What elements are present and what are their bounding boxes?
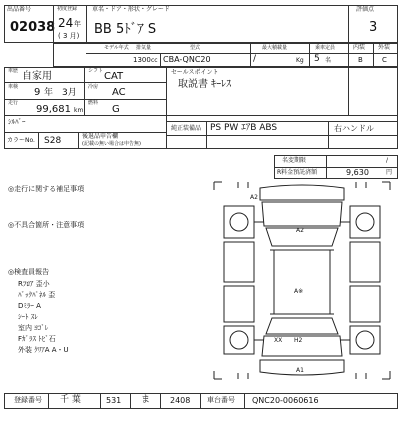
fuel-label: 燃料 (88, 100, 99, 106)
color-code: S28 (44, 136, 62, 146)
km-unit: km (74, 107, 84, 114)
shift-value: CAT (104, 71, 124, 82)
shift-label: シフト (88, 68, 104, 74)
reg-pref: 千 葉 (60, 395, 81, 405)
grade-label: 評価点 (356, 6, 375, 13)
report-line: Fｶﾞﾗｽ ﾄﾋﾞ石 (18, 335, 56, 343)
color-name: ｼﾙﾊﾞｰ (8, 118, 26, 126)
trade-note: (記載の無い場合は申告無) (82, 141, 141, 147)
sales-point: 取説書 ｷｰﾚｽ (178, 79, 232, 90)
capacity: 5 (314, 54, 320, 64)
tax-slash: / (386, 157, 389, 164)
first-reg-label: 初度登録 (57, 6, 78, 12)
ac-value: AC (112, 87, 126, 98)
mark-xx: XX (274, 337, 283, 344)
vin-value: QNC20-0060616 (252, 396, 319, 405)
report-line: ﾊﾞｯｸﾊﾟﾈﾙ 歪 (18, 291, 56, 299)
recycle-label: R料金預託済額 (277, 169, 318, 176)
year-number: 24 (58, 16, 74, 30)
car-diagram (210, 178, 394, 383)
cc-unit: cc (151, 57, 158, 64)
cap-unit: 名 (325, 57, 332, 64)
interior-label: 内装 (353, 44, 366, 51)
mark-a1: A1 (296, 367, 304, 374)
reg-num1: 531 (106, 396, 122, 405)
grade-score: 3 (369, 20, 378, 35)
displacement: 1300 (133, 56, 151, 64)
cap-label: 乗車定員 (315, 45, 336, 51)
lot-number: 02038 (10, 20, 56, 35)
mileage-value: 99,681 (36, 104, 71, 115)
load-unit: Kg (296, 57, 304, 64)
mark-ax: A※ (294, 288, 304, 295)
trade-label: 後退品申告欄 (82, 133, 119, 140)
load-label: 最大積載量 (262, 45, 288, 51)
report-line: ｼｰﾄ ｽﾚ (18, 313, 38, 321)
load-slash: / (253, 54, 257, 64)
history-label: ◎走行に関する補足事項 (8, 185, 85, 193)
reg-num2: 2408 (170, 396, 191, 405)
inspector-label: ◎検査員報告 (8, 268, 50, 276)
mileage-label: 走行 (8, 100, 19, 106)
yen-unit: 円 (386, 169, 393, 176)
disp-label: 排気量 (136, 45, 152, 51)
equipment: PS PW ｴｱB ABS (210, 123, 278, 133)
model-label: 車名・ドア・形状・グレード (92, 6, 170, 13)
equip-label: 純正装備品 (171, 125, 202, 132)
exterior-score: C (382, 56, 387, 64)
report-line: Dﾐﾗｰ A (18, 302, 41, 310)
mark-h2: H2 (294, 337, 303, 344)
mark-a2-top: A2 (250, 194, 258, 201)
inspect-ym: 年 3月 (44, 88, 77, 98)
month: ( 3 月) (58, 32, 80, 40)
sales-point-label: セールスポイント (171, 69, 219, 76)
defect-label: ◎不具合箇所・注意事項 (8, 221, 85, 229)
reg-kana: ま (141, 395, 151, 405)
model-code: CBA-QNC20 (163, 55, 211, 64)
reg-label: 登録番号 (14, 396, 42, 404)
type-label: モデル年式 (104, 45, 129, 51)
report-line: 外装 ｸﾘｱA A・U (18, 346, 69, 354)
mark-a2: A2 (296, 227, 304, 234)
inspect-label: 車検 (8, 84, 19, 90)
interior-score: B (358, 56, 363, 64)
fuel-value: G (112, 104, 120, 115)
model-code-label: 型式 (190, 45, 201, 51)
vehicle-kind: 自家用 (22, 71, 52, 82)
tax-label: 名変期限 (282, 157, 307, 164)
color-code-label: カラーNo. (7, 137, 35, 144)
year-unit: 年 (74, 20, 81, 28)
ac-label: 冷房 (88, 84, 99, 90)
kind-label: 車歴 (8, 68, 19, 74)
recycle-amount: 9,630 (346, 168, 369, 177)
report-line: Rﾌﾛｱ 歪小 (18, 280, 50, 288)
steering: 右ハンドル (334, 124, 374, 133)
report-line: 室内 ﾖｺﾞﾚ (18, 324, 49, 332)
exterior-label: 外装 (378, 44, 391, 51)
lot-label: 出品番号 (7, 6, 32, 13)
vin-label: 車台番号 (207, 396, 235, 404)
inspect-year: 9 (34, 87, 41, 98)
model-name: BB 5ﾄﾞｱ S (94, 22, 157, 37)
